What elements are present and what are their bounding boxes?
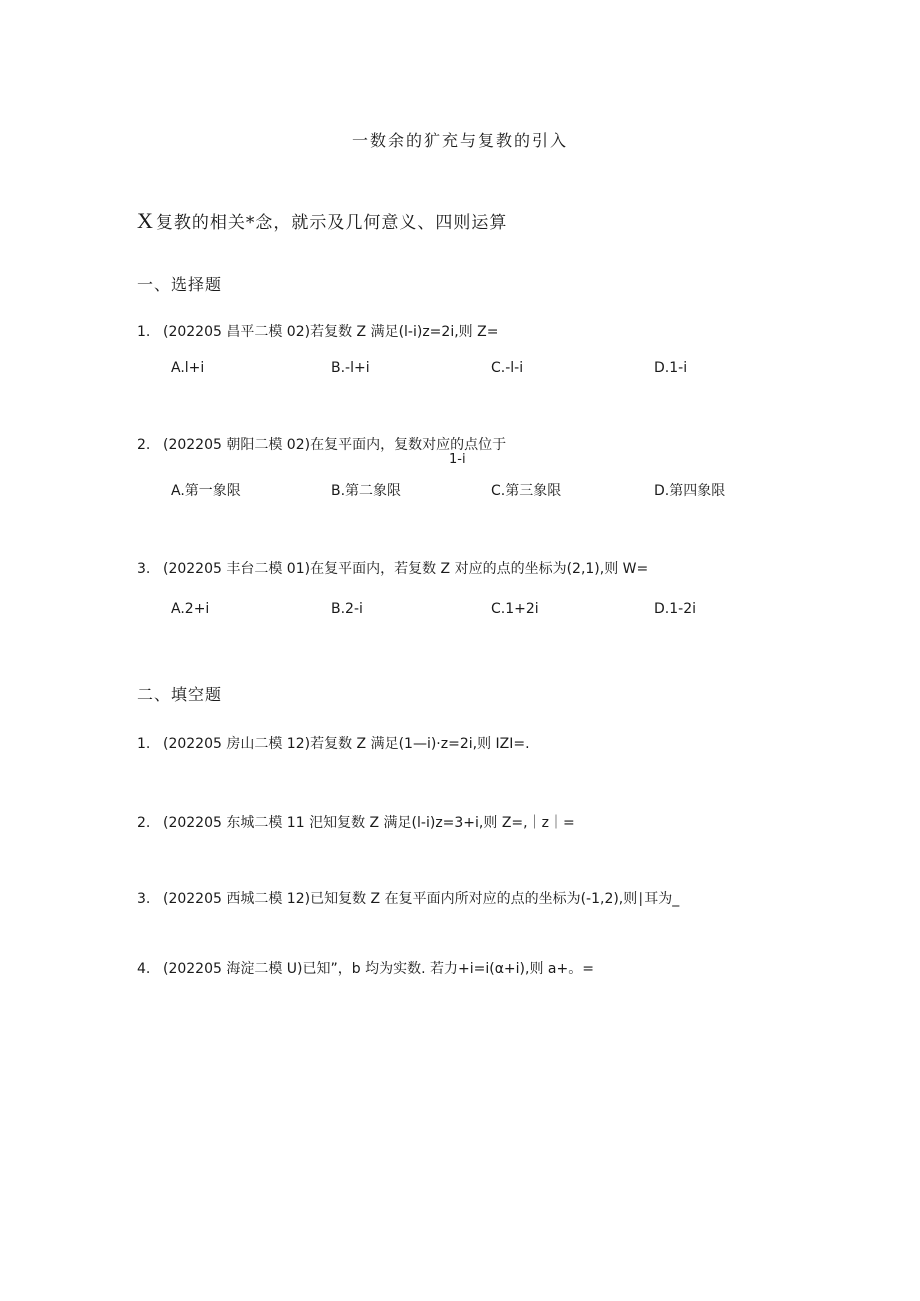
blank-question-1 xyxy=(137,733,530,753)
choice-options-3 xyxy=(0,601,920,621)
option-a: A.2+i xyxy=(171,601,210,617)
question-text: (202205 西城二模 12)已知复数 Z 在复平面内所对应的点的坐标为(-1,2),则∣耳为_ xyxy=(163,891,680,907)
question-text: (202205 朝阳二模 02)在复平面内，复数对应的点位于 xyxy=(163,437,507,453)
option-d: D.第四象限 xyxy=(654,483,726,499)
option-a: A.第一象限 xyxy=(171,483,241,499)
question-number: 2. xyxy=(137,815,151,831)
option-d: D.1-2i xyxy=(654,601,696,617)
option-a: A.l+i xyxy=(171,360,205,376)
option-c: C.-l-i xyxy=(491,360,524,376)
option-c: C.第三象限 xyxy=(491,483,562,499)
heading-text: 复教的相关*念，就示及几何意义、四则运算 xyxy=(155,213,508,233)
question-number: 1. xyxy=(137,324,151,340)
choice-options-2 xyxy=(0,480,920,500)
heading-mark: X xyxy=(137,208,154,233)
question-number: 3. xyxy=(137,891,151,907)
question-number: 1. xyxy=(137,736,151,752)
fraction-denominator: 1-i xyxy=(449,452,466,467)
question-number: 4. xyxy=(137,961,151,977)
blank-question-3 xyxy=(137,888,679,908)
section-label-blank: 二、填空题 xyxy=(137,685,223,704)
section-label-choice: 一、选择题 xyxy=(137,275,223,294)
option-b: B.第二象限 xyxy=(331,483,402,499)
option-b: B.-l+i xyxy=(331,360,370,376)
question-text: (202205 房山二模 12)若复数 Z 满足(1—i)·z=2i,则 IZI=. xyxy=(163,736,530,752)
question-text: (202205 丰台二模 01)在复平面内，若复数 Z 对应的点的坐标为(2,1),则 W= xyxy=(163,561,649,577)
choice-question-3 xyxy=(137,558,648,578)
question-number: 2. xyxy=(137,437,151,453)
blank-question-2 xyxy=(137,812,575,832)
option-c: C.1+2i xyxy=(491,601,539,617)
choice-question-1 xyxy=(137,321,498,341)
choice-question-2 xyxy=(137,434,506,454)
document-title: 一数余的犷充与复教的引入 xyxy=(351,131,568,150)
question-text: (202205 东城二模 11 汜知复数 Z 满足(l-i)z=3+i,则 Z=,｜z｜= xyxy=(163,815,575,831)
blank-question-4 xyxy=(137,958,594,978)
option-d: D.1-i xyxy=(654,360,688,376)
question-number: 3. xyxy=(137,561,151,577)
question-text: (202205 海淀二模 U)已知”，b 均为实数. 若力+i=i(α+i),则 a+。= xyxy=(163,961,594,977)
choice-options-1 xyxy=(0,360,920,380)
option-b: B.2-i xyxy=(331,601,363,617)
question-text: (202205 昌平二模 02)若复数 Z 满足(l-i)z=2i,则 Z= xyxy=(163,324,499,340)
chapter-heading xyxy=(137,208,507,234)
